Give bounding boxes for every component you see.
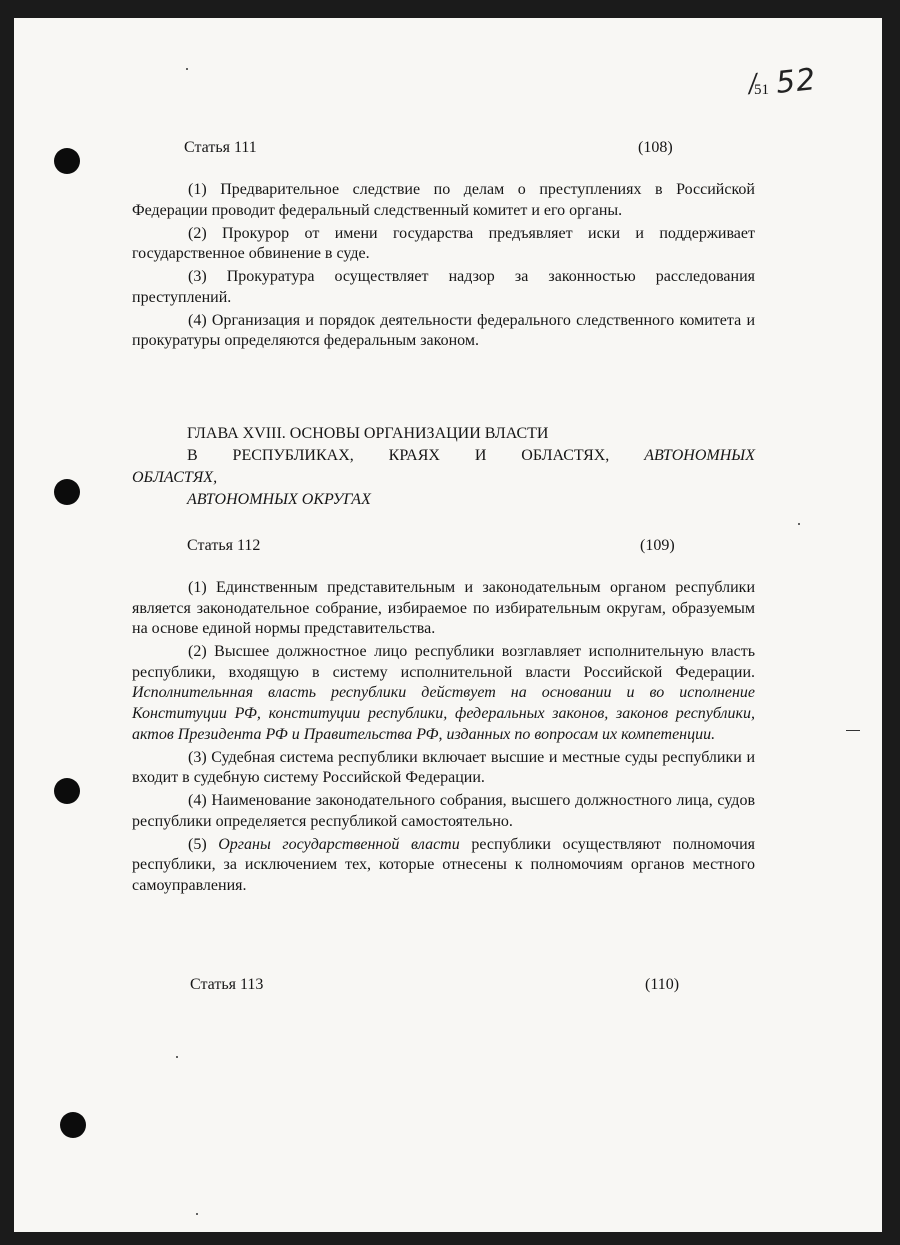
paragraph: (4) Наименование законодательного собрания, высшего должностного лица, судов республики определяется республикой самостоятельно. [132,792,755,830]
binder-hole [54,148,80,174]
article-old-number: (108) [638,139,673,156]
paragraph-italic: Органы государственной власти [218,835,460,853]
speck [846,730,860,731]
paragraph-number: (5) [188,835,219,853]
paragraph: (4) Организация и порядок деятельности федерального следственного комитета и прокуратуры определяются федеральным законом. [132,311,755,350]
article-111-body [132,180,755,352]
binder-hole [60,1112,86,1138]
paragraph: (3) Судебная система республики включает высшие и местные суды республики и входит в судебную систему Российской Федерации. [132,748,755,787]
handwritten-page-number: 52 [774,61,818,102]
article-title: Статья 112 [187,537,261,554]
speck [186,68,188,70]
article-112-heading [187,536,707,556]
chapter-title-line: АВТОНОМНЫХ ОКРУГАХ [187,491,371,508]
paragraph: (2) Прокурор от имени государства предъявляет иски и поддерживает государственное обвинение в суде. [132,224,755,263]
article-113-heading [190,975,710,995]
article-old-number: (110) [645,976,680,993]
speck [196,1213,198,1215]
paragraph [132,835,755,897]
article-111-heading [184,138,704,158]
paragraph-italic: Исполнительнная власть республики действует на основании и во исполнение Конституции РФ, конституции республики, федеральных законов, законов республики, актов Президента РФ и Правительства РФ, изданных по вопросам их компетенции. [132,684,755,743]
paragraph-regular: республики осуществляют полномочия республики, за исключением тех, которые отнесены к полномочиям органов местного самоуправления. [132,835,755,894]
chapter-title-italic: АВТОНОМНЫХ [644,447,755,464]
paragraph-regular: (2) Высшее должностное лицо республики возглавляет исполнительную власть республики, входящую в систему исполнительной власти Российской Федерации. [132,643,755,681]
page-number: 51 [754,82,769,98]
chapter-title-line [132,445,755,467]
paragraph: (3) Прокуратура осуществляет надзор за законностью расследования преступлений. [132,268,755,306]
chapter-title-line: ОБЛАСТЯХ, [132,469,218,486]
document-page [14,18,882,1232]
binder-hole [54,778,80,804]
handwritten-mark: ⁄ [748,69,758,101]
binder-hole [54,479,80,505]
article-title: Статья 113 [190,976,264,993]
paragraph: (1) Предварительное следствие по делам о преступлениях в Российской Федерации проводит федеральный следственный комитет и его органы. [132,181,755,219]
chapter-title-regular: В РЕСПУБЛИКАХ, КРАЯХ И ОБЛАСТЯХ, [187,447,645,464]
speck [798,523,800,525]
chapter-heading [132,423,755,511]
article-old-number: (109) [640,537,675,554]
article-112-body [132,578,755,896]
paragraph [132,642,755,745]
article-title: Статья 111 [184,139,257,156]
paragraph: (1) Единственным представительным и законодательным органом республики является законодательное собрание, избираемое по избирательным округам, образуемым на основе единой нормы представительства. [132,579,755,638]
speck [176,1056,178,1058]
chapter-title-line: ГЛАВА XVIII. ОСНОВЫ ОРГАНИЗАЦИИ ВЛАСТИ [187,425,549,442]
